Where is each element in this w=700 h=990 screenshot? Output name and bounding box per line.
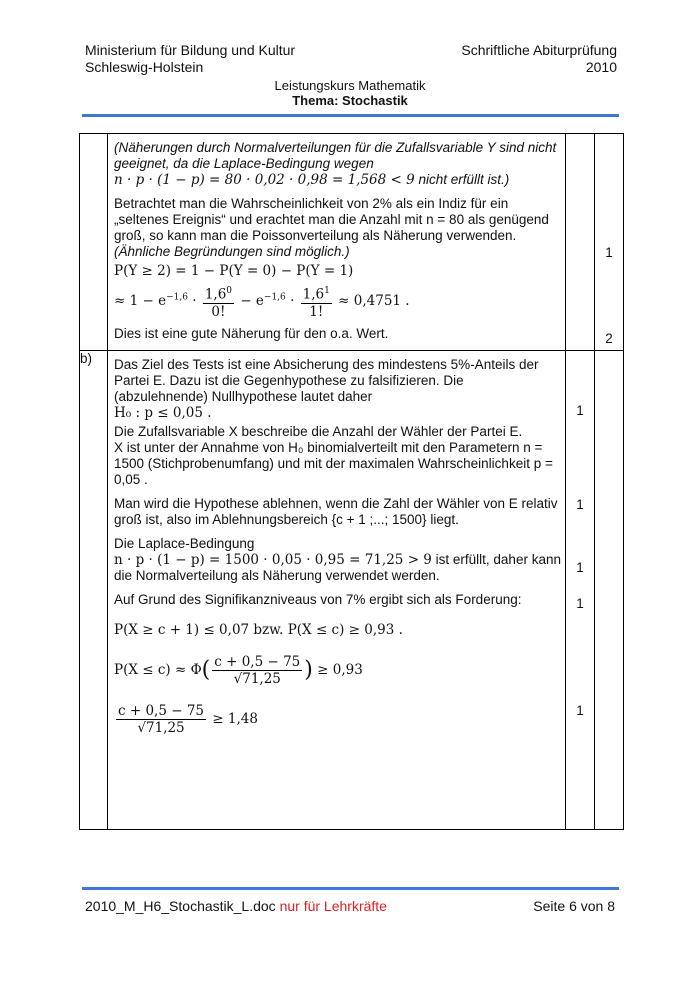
points-value: 1 <box>605 245 613 260</box>
points-value: 1 <box>576 703 584 718</box>
formula-2-result: ≈ 0,4751 . <box>338 292 410 309</box>
ministry-line2: Schleswig-Holstein <box>85 59 204 75</box>
row-a-content: (Näherungen durch Normalverteilungen für die Zufallsvariable Y sind nicht geeignet, da die Laplace-Bedingung wegen n · p · (1 − p) = 80 · 0,02 · 0,98 = 1,568 < 9 nicht erfüllt ist.) Betrachtet man die Wahrscheinlichkeit von 2% als ein Indiz für ein „seltenes Ereignis“ und erachtet man die Anzahl mit n = 80 als genügend groß, so kann man die Poissonverteilung als Näherung verwenden. (Ähnliche Begründungen sind möglich.) P(Y ≥ 2) = 1 − P(Y = 0) − P(Y = 1) ≈ $1 - e^{-1,6}$ · $\frac{1,6^0}{0!}$ − $e^{-1,6}$ · $\frac{1,6^1}{1!}$ ≈ 0,4751 . Dies ist eine gute Näherung für den o.a. Wert. <box>108 134 566 351</box>
formula-1: P(Y ≥ 2) = 1 − P(Y = 0) − P(Y = 1) <box>114 263 354 279</box>
table-row-a <box>80 134 624 351</box>
ministry-line1: Ministerium für Bildung und Kultur <box>85 42 296 58</box>
points-value: 2 <box>605 331 613 346</box>
binomial-text: X ist unter der Annahme von H₀ binomialverteilt mit den Parametern n = 1500 (Stichprobenumfang) und mit der maximalen Wahrscheinlichkeit p = 0,05 . <box>114 440 553 487</box>
formula-b2-right: ≥ 0,93 <box>317 662 363 678</box>
row-b-points-col2 <box>595 351 624 830</box>
footer-filename: 2010_M_H6_Stochastik_L.doc <box>85 898 276 914</box>
formula-b2-numerator: c + 0,5 − 75 <box>214 654 301 670</box>
conclusion-text: Dies ist eine gute Näherung für den o.a. Wert. <box>114 325 389 341</box>
poisson-paragraph: Betrachtet man die Wahrscheinlichkeit von 2% als ein Indiz für ein „seltenes Ereignis“ und erachtet man die Anzahl mit n = 80 als genügend groß, so kann man die Poissonverteilung als Näherung verwenden. <box>114 196 549 243</box>
page-footer <box>85 898 615 914</box>
row-a-label <box>80 134 108 351</box>
row-a-points-col2 <box>595 134 624 351</box>
formula-b2-left: P(X ≤ c) ≈ Φ <box>114 662 202 678</box>
row-b-content <box>108 351 566 830</box>
formula-b3 <box>114 703 561 736</box>
random-variable-text: Die Zufallsvariable X beschreibe die Anzahl der Wähler der Partei E. <box>114 424 523 439</box>
course-header <box>0 78 700 108</box>
footer-rule <box>82 887 619 890</box>
significance-text: Auf Grund des Signifikanzniveaus von 7% ergibt sich als Forderung: <box>114 592 522 607</box>
formula-b3-denominator: √71,25 <box>137 720 185 736</box>
note-math: n · p · (1 − p) = 80 · 0,02 · 0,98 = 1,568 < 9 <box>114 172 415 188</box>
formula-b2: P(X ≤ c) ≈ Φ( $\frac{c + 0,5 - 75}{√71,25}$ ) ≥ 0,93 <box>114 654 363 687</box>
formula-b2-denominator: √71,25 <box>233 671 281 687</box>
rejection-text: Man wird die Hypothese ablehnen, wenn die Zahl der Wähler von E relativ groß ist, also im Ablehnungsbereich {c + 1 ;...; 1500} liegt. <box>114 496 558 527</box>
test-goal-text: Das Ziel des Tests ist eine Absicherung des mindestens 5%-Anteils der Partei E. Dazu ist die Gegenhypothese zu falsifizieren. Die (abzulehnende) Nullhypothese lautet daher <box>114 357 539 404</box>
exam-line2: 2010 <box>585 59 617 75</box>
null-hypothesis: H₀ : p ≤ 0,05 . <box>114 405 212 421</box>
course-title: Leistungskurs Mathematik <box>274 78 426 93</box>
topic-title: Thema: Stochastik <box>292 93 408 108</box>
points-value: 1 <box>576 596 584 611</box>
laplace-rest: ist erfüllt, daher kann die Normalverteilung als Näherung verwendet werden. <box>114 552 561 583</box>
row-b-label: b) <box>80 351 108 830</box>
note-text: (Näherungen durch Normalverteilungen für die Zufallsvariable Y sind nicht geeignet, da die Laplace-Bedingung wegen <box>114 140 557 171</box>
footer-page-number: Seite 6 von 8 <box>533 898 615 914</box>
laplace-math: n · p · (1 − p) = 1500 · 0,05 · 0,95 = 71,25 > 9 <box>114 552 432 568</box>
note-end: nicht erfüllt ist. <box>418 172 505 187</box>
footer-restriction: nur für Lehrkräfte <box>279 898 387 914</box>
points-value: 1 <box>576 497 584 512</box>
formula-b1: P(X ≥ c + 1) ≤ 0,07 bzw. P(X ≤ c) ≥ 0,93 . <box>114 622 403 638</box>
solution-table <box>79 133 624 830</box>
formula-b3-numerator: c + 0,5 − 75 <box>118 703 204 719</box>
formula-b3-right: ≥ 1,48 <box>212 711 258 727</box>
poisson-note: (Ähnliche Begründungen sind möglich.) <box>114 244 350 259</box>
exam-line1: Schriftliche Abiturprüfung <box>461 42 617 58</box>
row-b-points-col1 <box>566 351 595 830</box>
row-a-points-col1 <box>566 134 595 351</box>
table-row-b <box>80 351 624 830</box>
points-value: 1 <box>576 560 584 575</box>
laplace-title: Die Laplace-Bedingung <box>114 536 255 551</box>
header-rule <box>82 114 619 117</box>
formula-2: ≈ $1 - e^{-1,6}$ · $\frac{1,6^0}{0!}$ − $e^{-1,6}$ · $\frac{1,6^1}{1!}$ ≈ 0,4751 . <box>114 283 561 320</box>
points-value: 1 <box>576 403 584 418</box>
